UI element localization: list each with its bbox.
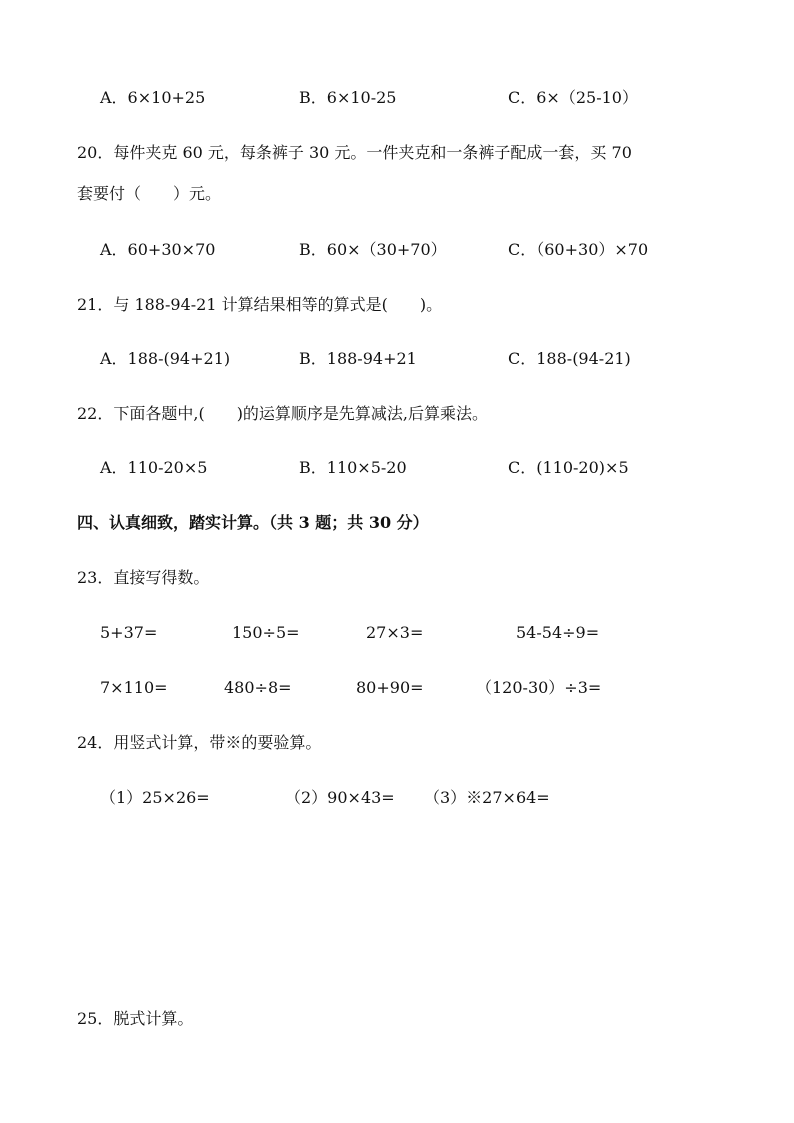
q23-row1-item2: 150÷5= bbox=[232, 623, 300, 642]
q20-option-c: C．（60+30）×70 bbox=[508, 240, 649, 259]
q23-row2-item3: 80+90= bbox=[356, 678, 424, 697]
q23-row2-item4: （120-30）÷3= bbox=[476, 678, 602, 697]
q24-item2: （2）90×43= bbox=[285, 788, 395, 807]
q21-option-a: A．188-(94+21) bbox=[100, 349, 231, 368]
q23-row1-item3: 27×3= bbox=[366, 623, 424, 642]
q19-option-b: B．6×10-25 bbox=[299, 88, 397, 107]
q20-option-b: B．60×（30+70） bbox=[299, 240, 447, 259]
q20-text-line1: 20．每件夹克 60 元，每条裤子 30 元。一件夹克和一条裤子配成一套，买 70 bbox=[77, 143, 632, 162]
q21-option-b: B．188-94+21 bbox=[299, 349, 417, 368]
q23-row2-item1: 7×110= bbox=[100, 678, 168, 697]
q24-item1: （1）25×26= bbox=[100, 788, 210, 807]
q20-text-line2: 套要付（ ）元。 bbox=[77, 184, 222, 203]
q22-option-c: C．(110-20)×5 bbox=[508, 458, 629, 477]
q21-option-c: C．188-(94-21) bbox=[508, 349, 631, 368]
q23-row2-item2: 480÷8= bbox=[224, 678, 292, 697]
q22-text: 22．下面各题中,( )的运算顺序是先算减法,后算乘法。 bbox=[77, 404, 489, 423]
q24-text: 24．用竖式计算，带※的要验算。 bbox=[77, 733, 322, 752]
q19-option-a: A．6×10+25 bbox=[100, 88, 206, 107]
q20-option-a: A．60+30×70 bbox=[100, 240, 216, 259]
q21-text: 21．与 188-94-21 计算结果相等的算式是( )。 bbox=[77, 295, 443, 314]
q22-option-b: B．110×5-20 bbox=[299, 458, 407, 477]
q19-option-c: C．6×（25-10） bbox=[508, 88, 638, 107]
q22-option-a: A．110-20×5 bbox=[100, 458, 208, 477]
q24-item3: （3）※27×64= bbox=[424, 788, 550, 807]
q25-text: 25．脱式计算。 bbox=[77, 1009, 194, 1028]
section-title: 四、认真细致，踏实计算。（共 3 题；共 30 分） bbox=[77, 513, 429, 532]
q23-row1-item1: 5+37= bbox=[100, 623, 158, 642]
q23-text: 23．直接写得数。 bbox=[77, 568, 210, 587]
q23-row1-item4: 54-54÷9= bbox=[516, 623, 600, 642]
